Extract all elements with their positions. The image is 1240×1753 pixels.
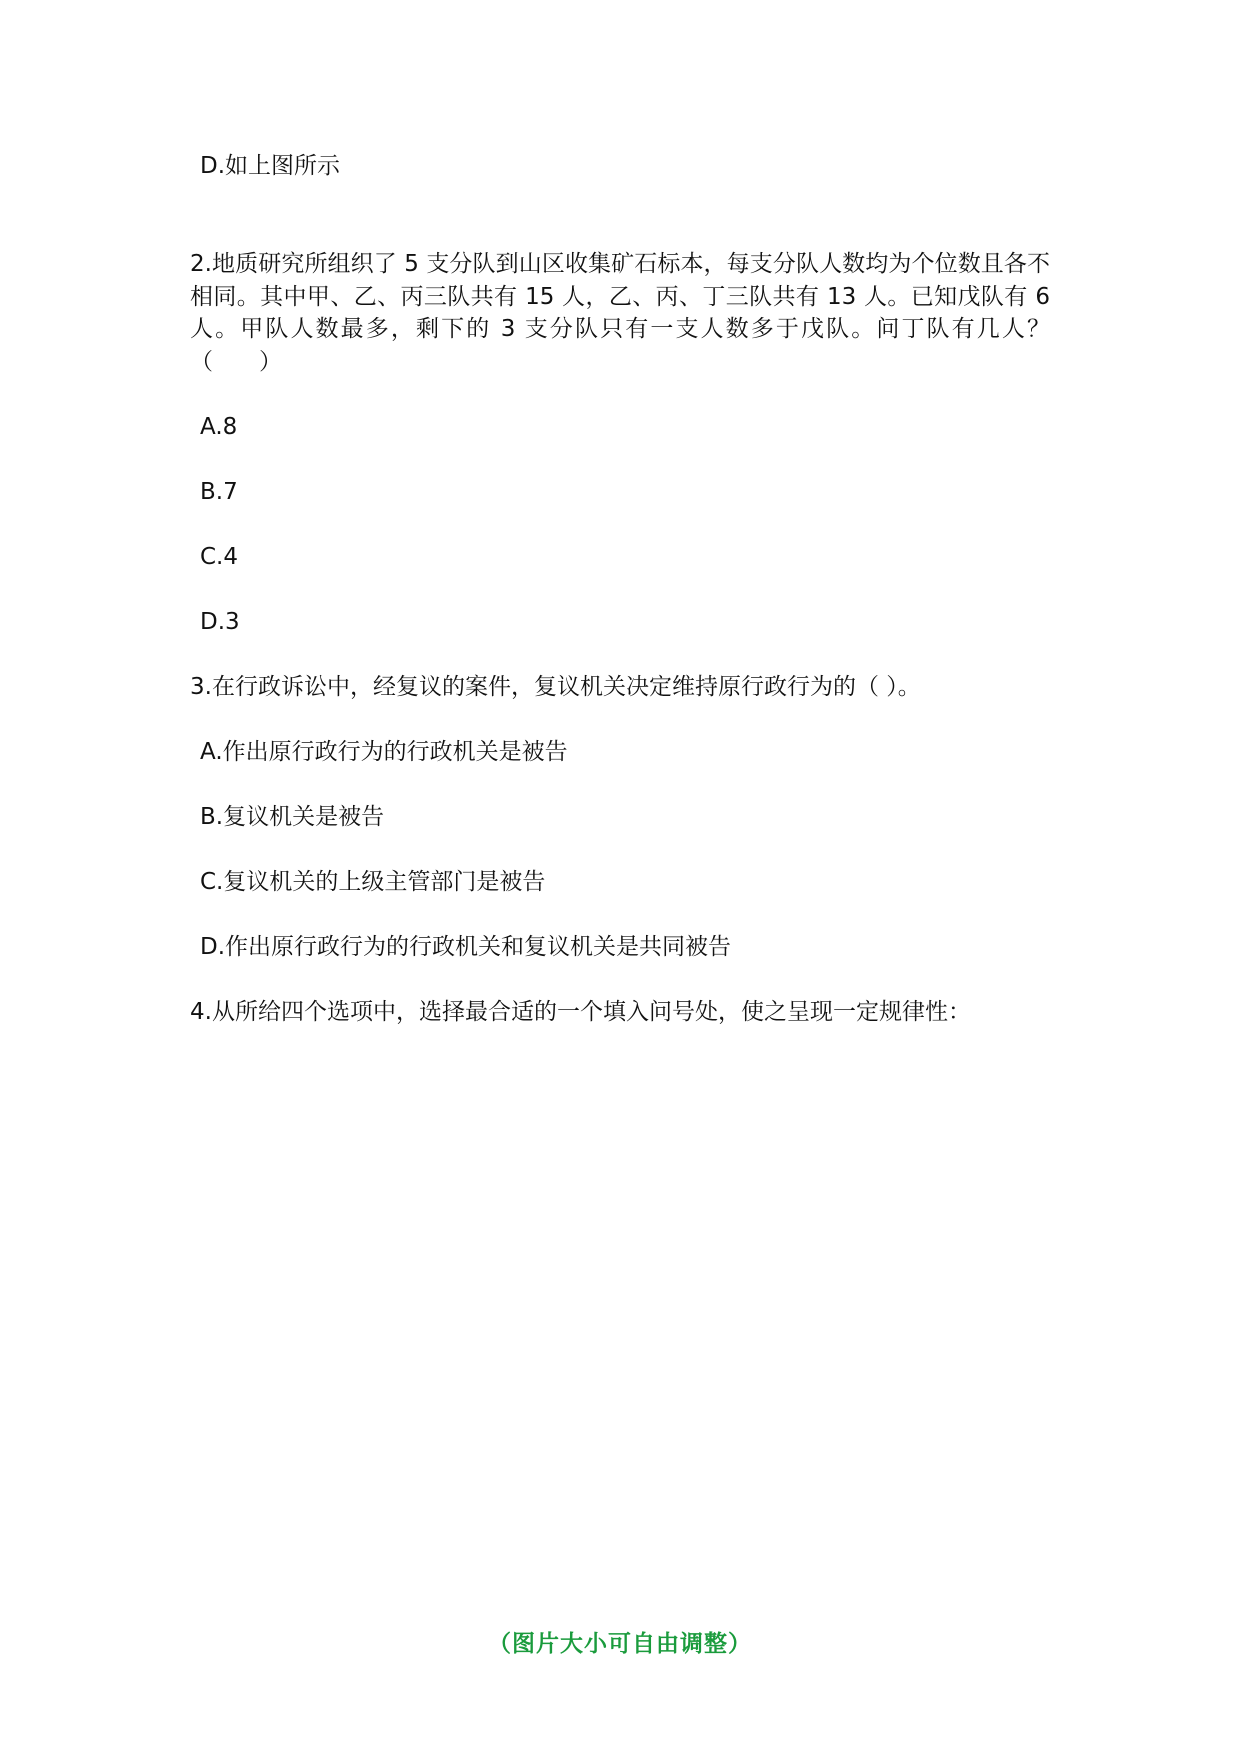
question-3-stem: 3.在行政诉讼中，经复议的案件，复议机关决定维持原行政行为的（ ）。 — [190, 674, 921, 700]
question-2-option-d: D.3 — [200, 609, 240, 635]
image-resize-caption: （图片大小可自由调整） — [488, 1631, 752, 1657]
question-3-option-c: C.复议机关的上级主管部门是被告 — [200, 869, 546, 895]
question-2-stem: 2.地质研究所组织了 5 支分队到山区收集矿石标本，每支分队人数均为个位数且各不相同。其中甲、乙、丙三队共有 15 人，乙、丙、丁三队共有 13 人。已知戊队有 6 人。甲队人数最多，剩下的 3 支分队只有一支人数多于戊队。问丁队有几人？（ ） — [190, 251, 1050, 375]
prev-question-option-d: D.如上图所示 — [200, 153, 341, 179]
question-2-option-a: A.8 — [200, 414, 238, 440]
question-3-option-d: D.作出原行政行为的行政机关和复议机关是共同被告 — [200, 934, 732, 960]
question-2-option-c: C.4 — [200, 544, 239, 570]
question-3-option-b: B.复议机关是被告 — [200, 804, 385, 830]
question-3-option-a: A.作出原行政行为的行政机关是被告 — [200, 739, 568, 765]
question-4-stem: 4.从所给四个选项中，选择最合适的一个填入问号处，使之呈现一定规律性： — [190, 999, 971, 1025]
question-2-option-b: B.7 — [200, 479, 238, 505]
